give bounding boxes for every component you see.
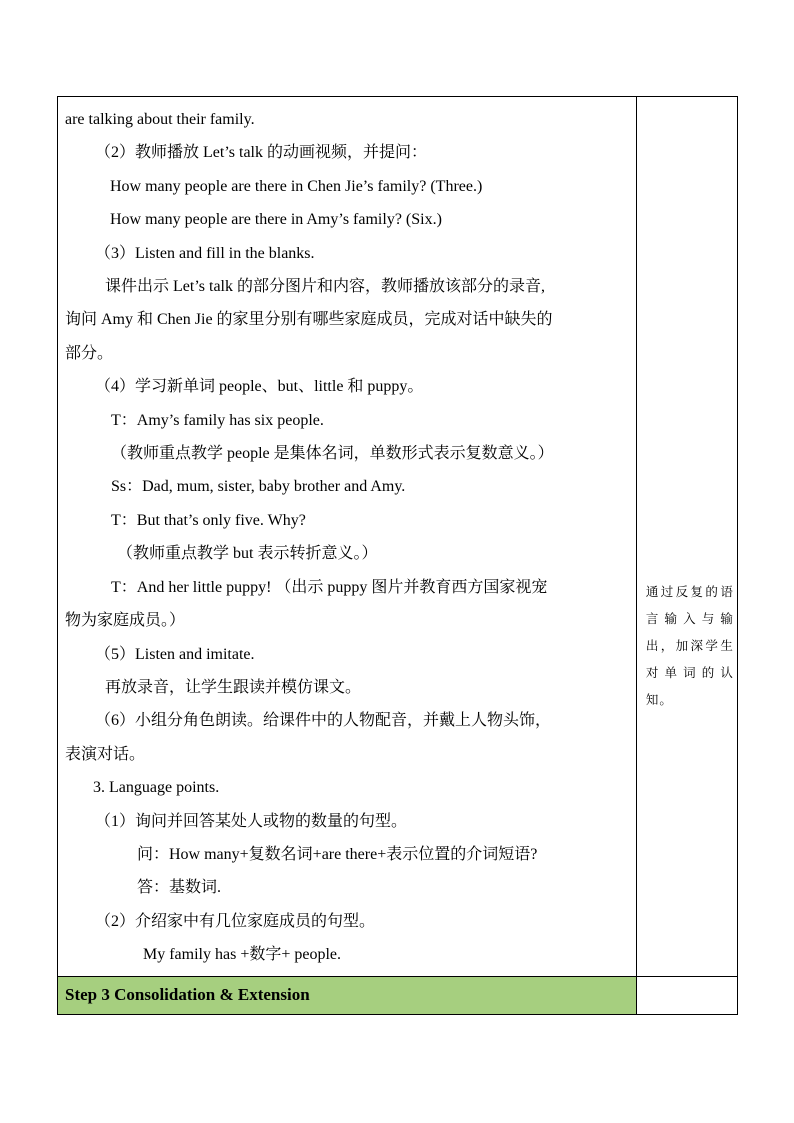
main-content-cell — [58, 97, 637, 977]
step-header-row — [58, 976, 738, 1014]
text-line: （教师重点教学 but 表示转折意义。） — [117, 545, 378, 563]
step-title: Step 3 Consolidation & Extension — [65, 985, 310, 1005]
step-header-cell — [58, 976, 637, 1014]
text-line: 问：How many+复数名词+are there+表示位置的介词短语? — [137, 845, 538, 863]
text-line: 再放录音，让学生跟读并模仿课文。 — [105, 678, 362, 696]
step-note-cell — [636, 976, 737, 1014]
text-line: How many people are there in Amy’s family? (Six.) — [110, 211, 442, 229]
text-line: （3）Listen and fill in the blanks. — [95, 244, 315, 262]
text-line: 课件出示 Let’s talk 的部分图片和内容，教师播放该部分的录音, — [105, 278, 545, 296]
text-line: （教师重点教学 people 是集体名词，单数形式表示复数意义。） — [111, 445, 554, 463]
design-note: 通过反复的语言输入与输出，加深学生对单词的认知。 — [645, 584, 734, 707]
text-line: 表演对话。 — [65, 745, 146, 763]
text-line: 答：基数词. — [137, 879, 222, 897]
text-line: Ss：Dad, mum, sister, baby brother and Amy. — [111, 478, 406, 496]
text-line: （5）Listen and imitate. — [95, 645, 255, 663]
text-line: （6）小组分角色朗读。给课件中的人物配音，并戴上人物头饰， — [95, 712, 552, 730]
note-cell — [636, 97, 737, 977]
text-line: （2）教师播放 Let’s talk 的动画视频，并提问： — [95, 144, 427, 162]
text-line: How many people are there in Chen Jie’s family? (Three.) — [110, 177, 483, 195]
text-line: 物为家庭成员。） — [65, 612, 186, 630]
lesson-plan-table — [57, 96, 738, 1015]
text-line: are talking about their family. — [65, 111, 255, 128]
text-line: T：But that’s only five. Why? — [111, 511, 306, 529]
text-line: My family has +数字+ people. — [143, 946, 342, 964]
text-line: 询问 Amy 和 Chen Jie 的家里分别有哪些家庭成员，完成对话中缺失的 — [65, 311, 553, 329]
content-row — [58, 97, 738, 977]
text-line: T：And her little puppy! （出示 puppy 图片并教育西方国家视宠 — [111, 578, 548, 596]
text-line: （1）询问并回答某处人或物的数量的句型。 — [95, 812, 408, 830]
text-line: （2）介绍家中有几位家庭成员的句型。 — [95, 912, 376, 930]
text-line: （4）学习新单词 people、but、little 和 puppy。 — [95, 378, 424, 396]
text-line: 3. Language points. — [93, 779, 220, 797]
text-line: T：Amy’s family has six people. — [111, 411, 324, 429]
text-line: 部分。 — [65, 344, 114, 362]
